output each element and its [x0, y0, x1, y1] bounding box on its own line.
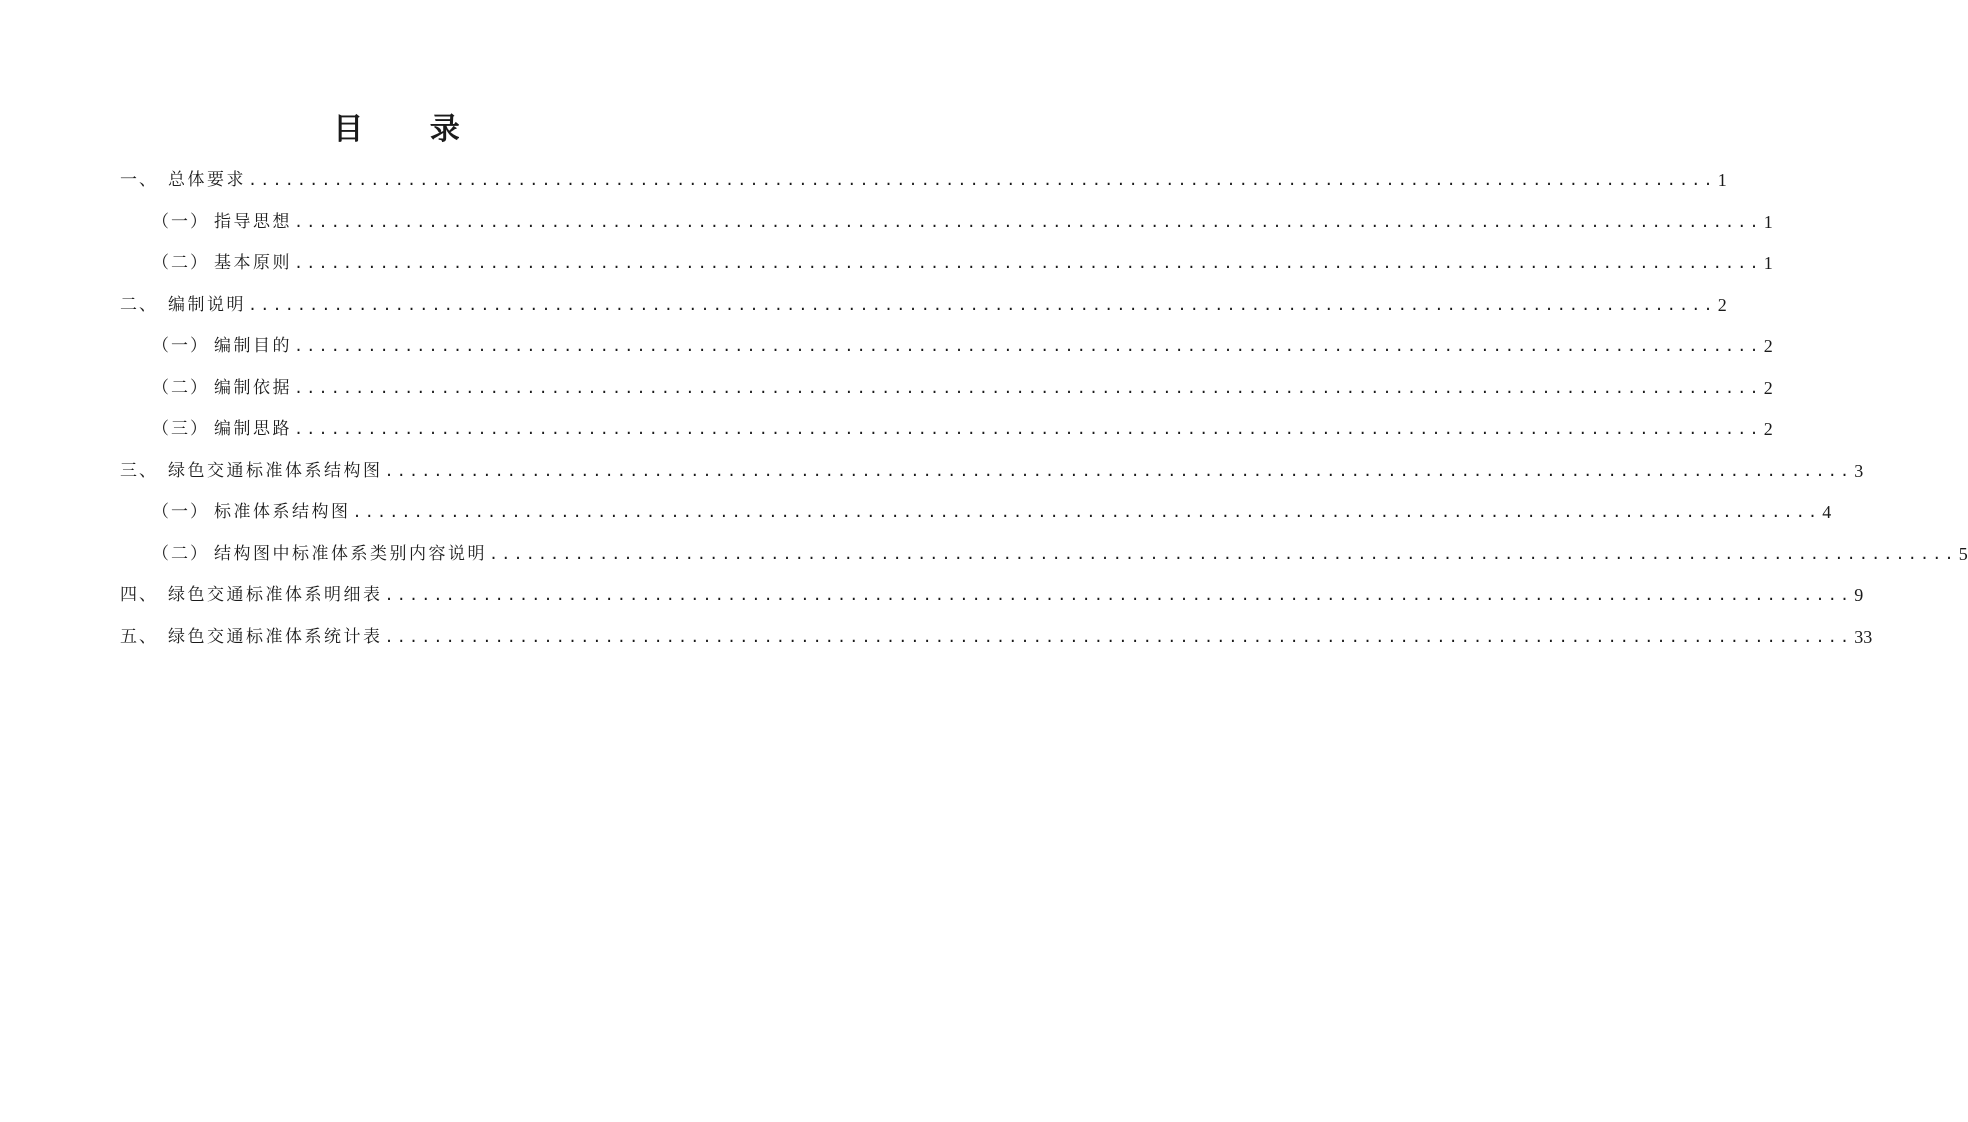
toc-entry-number: 五、 — [120, 626, 158, 647]
toc-entry-page-number: 9 — [1854, 585, 1864, 605]
toc-entry-title: 编制说明 — [168, 294, 246, 315]
toc-entry-number: 四、 — [120, 585, 158, 605]
toc-entry-number: （三） — [152, 419, 209, 439]
toc-entry[interactable] — [152, 325, 1773, 367]
toc-entry[interactable] — [120, 574, 1864, 616]
toc-entry-title: 指导思想 — [214, 211, 292, 232]
toc-entry-title: 绿色交通标准体系明细表 — [168, 585, 383, 605]
toc-entry-page-number: 33 — [1854, 626, 1873, 647]
toc-dot-leader: ........................................................................................................................ — [384, 461, 1853, 480]
toc-entry-page-number: 4 — [1822, 502, 1832, 522]
page-title: 目 录 — [333, 112, 488, 147]
toc-entry-page-number: 5 — [1958, 543, 1968, 564]
toc-dot-leader: ........................................................................................................................ — [248, 295, 1716, 314]
toc-entry-title: 标准体系结构图 — [214, 502, 351, 522]
toc-entry-number: （二） — [152, 543, 209, 564]
toc-entry-number: （一） — [152, 502, 209, 522]
toc-dot-leader: ........................................................................................................................ — [384, 586, 1853, 604]
toc-dot-leader: ........................................................................................................................ — [294, 254, 1762, 272]
toc-dot-leader: ........................................................................................................................ — [489, 544, 1957, 563]
toc-entry-page-number: 3 — [1854, 460, 1864, 481]
toc-entry-page-number: 2 — [1717, 294, 1727, 315]
toc-entry-page-number: 2 — [1763, 377, 1773, 398]
toc-entry-title: 编制依据 — [214, 377, 292, 398]
toc-entry-page-number: 1 — [1763, 253, 1773, 273]
toc-entry[interactable] — [152, 242, 1773, 284]
toc-entry-title: 结构图中标准体系类别内容说明 — [214, 543, 487, 564]
toc-dot-leader: ........................................................................................................................ — [294, 337, 1762, 355]
toc-entry-title: 总体要求 — [168, 170, 246, 190]
toc-entry-title: 编制目的 — [214, 336, 292, 356]
toc-entry-number: 三、 — [120, 460, 158, 481]
toc-entry-number: （二） — [152, 253, 209, 273]
toc-entry[interactable] — [120, 450, 1864, 492]
toc-entry[interactable] — [152, 491, 1832, 533]
toc-entry-page-number: 1 — [1717, 170, 1727, 190]
toc-dot-leader: ........................................................................................................................ — [294, 212, 1762, 231]
toc-entry[interactable] — [120, 159, 1727, 201]
toc-entry-number: （二） — [152, 377, 209, 398]
toc-entry-number: 一、 — [120, 170, 158, 190]
toc-entry-number: （一） — [152, 211, 209, 232]
toc-dot-leader: ........................................................................................................................ — [384, 627, 1853, 646]
toc-entry-page-number: 2 — [1763, 336, 1773, 356]
toc-entry[interactable] — [152, 201, 1773, 243]
toc-dot-leader: ........................................................................................................................ — [294, 378, 1762, 397]
toc-entry[interactable] — [152, 367, 1773, 409]
toc-entry[interactable] — [120, 284, 1727, 326]
toc-entry-page-number: 1 — [1763, 211, 1773, 232]
toc-entry-number: （一） — [152, 336, 209, 356]
toc-dot-leader: ........................................................................................................................ — [248, 171, 1716, 189]
toc-dot-leader: ........................................................................................................................ — [352, 503, 1821, 521]
toc-entry-title: 编制思路 — [214, 419, 292, 439]
toc-entry[interactable] — [152, 408, 1773, 450]
toc-entry-title: 基本原则 — [214, 253, 292, 273]
toc-entry-title: 绿色交通标准体系结构图 — [168, 460, 383, 481]
toc-entry[interactable] — [120, 616, 1873, 658]
toc-entry-title: 绿色交通标准体系统计表 — [168, 626, 383, 647]
toc-entry-number: 二、 — [120, 294, 158, 315]
toc-dot-leader: ........................................................................................................................ — [294, 420, 1762, 438]
toc-entry-page-number: 2 — [1763, 419, 1773, 439]
toc-entry[interactable] — [152, 533, 1968, 575]
